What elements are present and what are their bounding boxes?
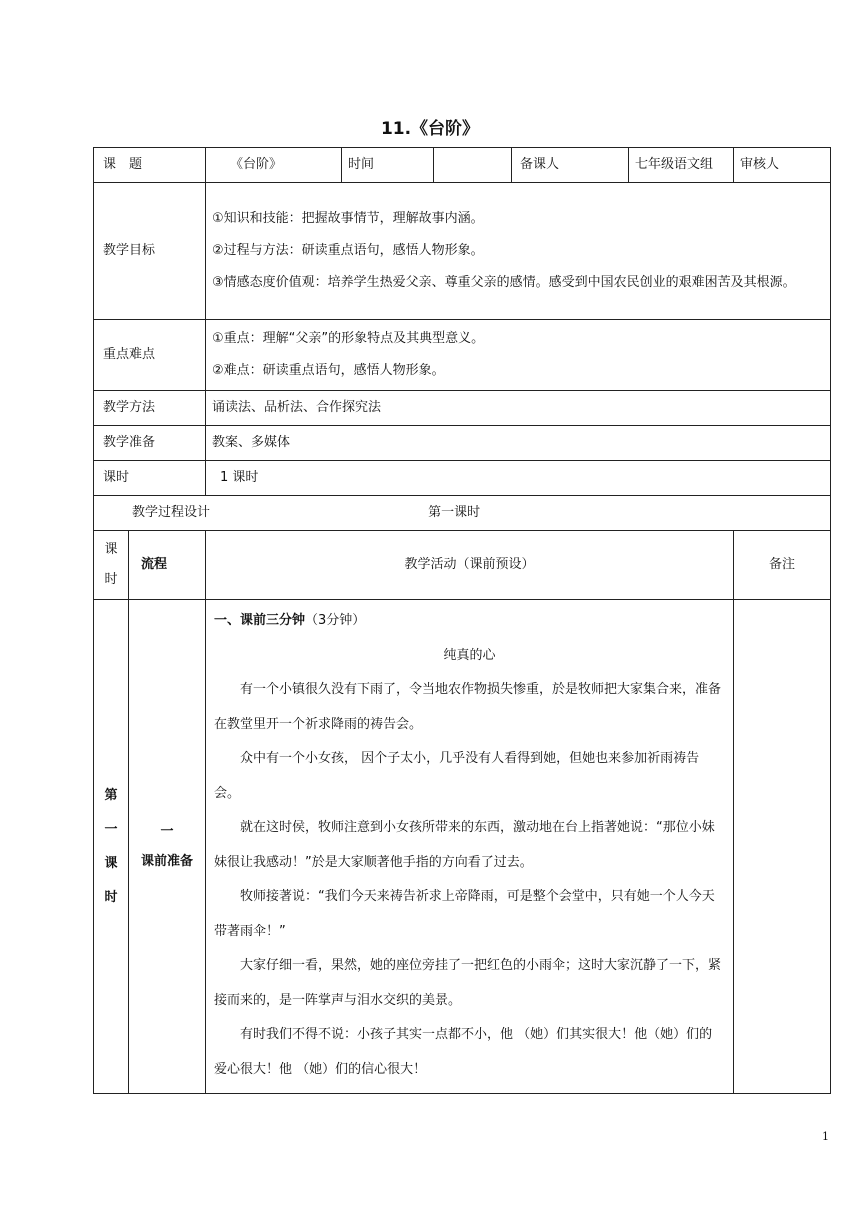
flow-label: 课前准备 [141, 853, 194, 869]
periods-label: 课时 [94, 461, 206, 496]
objective-item: ①知识和技能：把握故事情节，理解故事内涵。 [212, 211, 484, 226]
key-point-item: ②难点：研读重点语句，感悟人物形象。 [212, 363, 445, 378]
preparation-row [94, 426, 831, 461]
column-header-row [94, 531, 831, 600]
header-row [94, 148, 831, 183]
section-duration: （3分钟） [305, 613, 366, 628]
section-heading: 一、课前三分钟 [214, 613, 306, 628]
flow-number: 一 [160, 823, 174, 839]
objectives-row [94, 183, 831, 320]
lesson-plan-table [93, 147, 831, 1094]
column-notes: 备注 [734, 531, 831, 600]
key-points-row [94, 320, 831, 391]
periods-row [94, 461, 831, 496]
key-points-label: 重点难点 [94, 320, 206, 391]
time-label: 时间 [342, 148, 434, 183]
preparation-label: 教学准备 [94, 426, 206, 461]
page-title: 11.《台阶》 [380, 119, 480, 139]
story-paragraph: 就在这时侯，牧师注意到小女孩所带来的东西，激动地在台上指著她说：“那位小妹妹很让我感动！”於是大家顺著他手指的方向看了过去。 [214, 820, 715, 870]
first-period-label: 第一课时 [104, 787, 118, 905]
objectives-content [206, 183, 831, 320]
story-paragraph: 有一个小镇很久没有下雨了，令当地农作物损失惨重，於是牧师把大家集合来，准备在教堂里开一个祈求降雨的祷告会。 [214, 682, 722, 732]
time-value [434, 148, 512, 183]
section-heading-line [214, 604, 725, 639]
column-flow: 流程 [129, 531, 206, 600]
story-paragraph: 牧师接著说：“我们今天来祷告祈求上帝降雨，可是整个会堂中，只有她一个人今天带著雨伞！” [214, 889, 715, 939]
first-period-heading: 第一课时 [428, 505, 481, 520]
first-period-label-cell [94, 600, 129, 1094]
activity-cell [206, 600, 734, 1094]
method-label: 教学方法 [94, 391, 206, 426]
page-number: 1 [822, 1130, 829, 1143]
flow-cell [129, 600, 206, 1094]
objective-item: ③情感态度价值观：培养学生热爱父亲、尊重父亲的感情。感受到中国农民创业的艰难困苦及其根源。 [212, 275, 796, 290]
story-paragraph: 众中有一个小女孩， 因个子太小，几乎没有人看得到她，但她也来参加祈雨祷告会。 [214, 751, 700, 801]
preparer-value: 七年级语文组 [629, 148, 734, 183]
process-cell [94, 496, 831, 531]
story-paragraph: 有时我们不得不说：小孩子其实一点都不小，他 （她）们其实很大！他（她）们的爱心很大！他 （她）们的信心很大！ [214, 1027, 713, 1077]
objective-item: ②过程与方法：研读重点语句，感悟人物形象。 [212, 243, 484, 258]
preparation-value: 教案、多媒体 [206, 426, 831, 461]
column-activity: 教学活动（课前预设） [206, 531, 734, 600]
process-row [94, 496, 831, 531]
story-title: 纯真的心 [443, 647, 496, 663]
reviewer-label: 审核人 [734, 148, 831, 183]
topic-value: 《台阶》 [206, 148, 342, 183]
method-row [94, 391, 831, 426]
topic-label: 课 题 [94, 148, 206, 183]
first-period-row [94, 600, 831, 1094]
key-point-item: ①重点：理解“父亲”的形象特点及其典型意义。 [212, 331, 485, 346]
preparer-label: 备课人 [512, 148, 629, 183]
notes-cell [734, 600, 831, 1094]
objectives-label: 教学目标 [94, 183, 206, 320]
column-period-text: 课时 [104, 542, 118, 587]
story-paragraph: 大家仔细一看，果然，她的座位旁挂了一把红色的小雨伞；这时大家沉静了一下，紧接而来的，是一阵掌声与泪水交织的美景。 [214, 958, 722, 1008]
key-points-content [206, 320, 831, 391]
periods-value: 1 课时 [206, 461, 831, 496]
method-value: 诵读法、品析法、合作探究法 [206, 391, 831, 426]
column-period [94, 531, 129, 600]
process-design-label: 教学过程设计 [132, 505, 211, 520]
